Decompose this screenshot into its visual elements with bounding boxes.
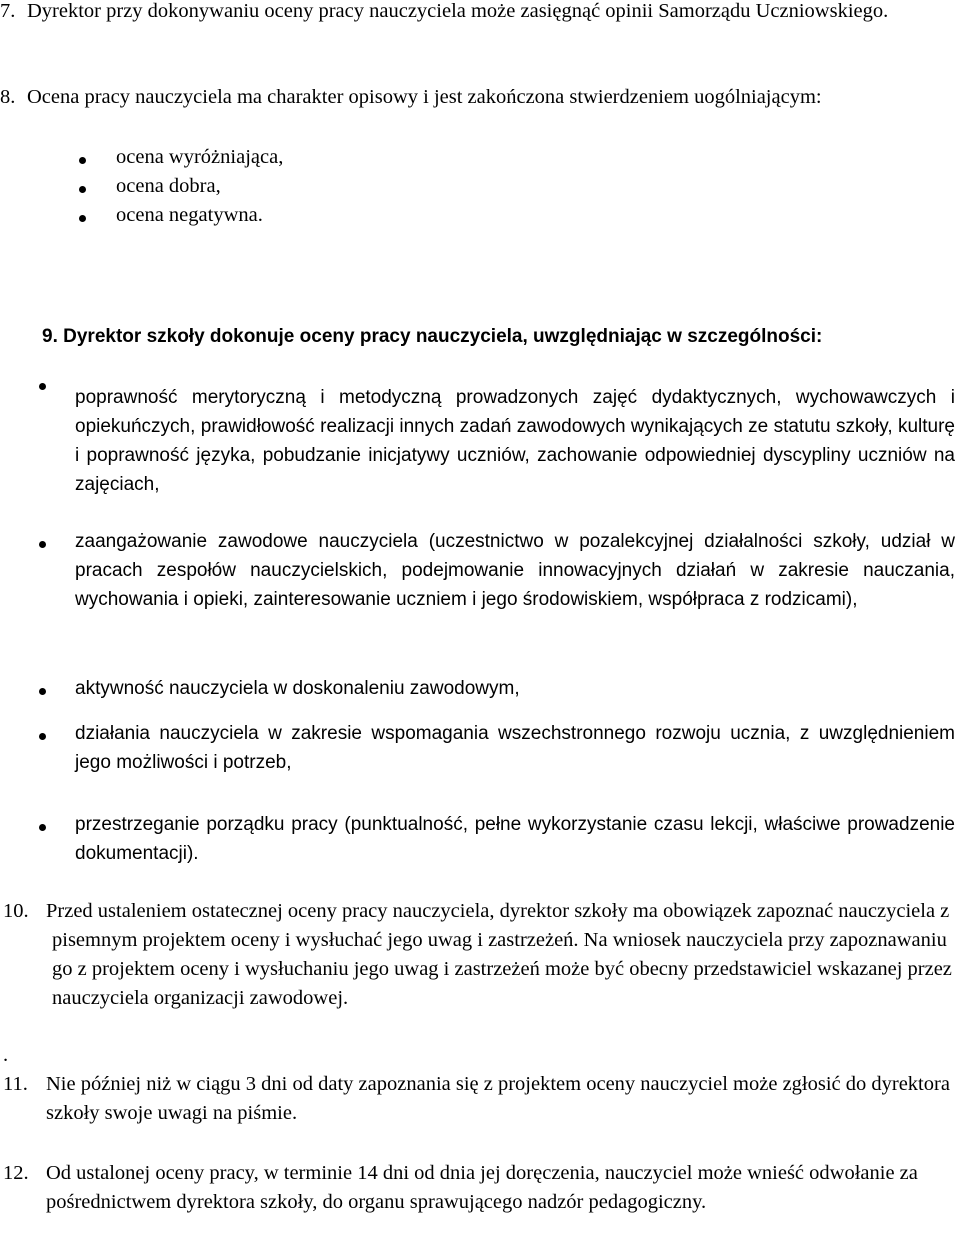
- item-9-heading: Dyrektor szkoły dokonuje oceny pracy nauczyciela, uwzględniając w szczególności:: [63, 326, 823, 347]
- item-9-number: 9.: [42, 326, 58, 347]
- item-12-text: Od ustalonej oceny pracy, w terminie 14 dni od dnia jej doręczenia, nauczyciel może wnieść odwołanie za pośrednictwem dyrektora szkoły, do organu sprawującego nadzór pedagogiczny.: [46, 1162, 918, 1213]
- item-9-bullet-1: poprawność merytoryczną i metodyczną prowadzonych zajęć dydaktycznych, wychowawczych i opiekuńczych, prawidłowość realizacji innych zadań zawodowych wynikających ze statutu szkoły, kulturę i poprawność języka, pobudzanie inicjatywy uczniów, zachowanie odpowiedniej dyscypliny uczniów na zajęciach,: [75, 387, 955, 495]
- item-12-number: 12.: [3, 1162, 29, 1184]
- item-10-number: 10.: [3, 900, 29, 922]
- bullet-icon: [79, 157, 86, 164]
- item-7: [0, 0, 945, 26]
- bullet-icon: [79, 215, 86, 222]
- bullet-icon: [39, 541, 46, 548]
- bullet-icon: [39, 688, 46, 695]
- bullet-icon: [39, 824, 46, 831]
- item-11-text: Nie później niż w ciągu 3 dni od daty zapoznania się z projektem oceny nauczyciel może zgłosić do dyrektora szkoły swoje uwagi na piśmie.: [46, 1073, 950, 1124]
- item-9-bullet-5: przestrzeganie porządku pracy (punktualność, pełne wykorzystanie czasu lekcji, właściwe prowadzenie dokumentacji).: [75, 814, 955, 864]
- item-9-heading-block: [42, 322, 957, 351]
- bullet-icon: [39, 383, 46, 390]
- item-8: [0, 83, 860, 112]
- item-10-text: Przed ustaleniem ostatecznej oceny pracy nauczyciela, dyrektor szkoły ma obowiązek zapoznać nauczyciela z pisemnym projektem oceny i wysłuchać jego uwag i zastrzeżeń. Na wniosek nauczyciela przy zapoznawaniu go z projektem oceny i wysłuchaniu jego uwag i zastrzeżeń może być obecny przedstawiciel wskazanej przez nauczyciela organizacji zawodowej.: [46, 900, 952, 1009]
- bullet-icon: [79, 186, 86, 193]
- item-7-number: 7.: [0, 0, 16, 22]
- item-11-number: 11.: [3, 1073, 28, 1095]
- item-8-text: Ocena pracy nauczyciela ma charakter opisowy i jest zakończona stwierdzeniem uogólniającym:: [27, 86, 822, 108]
- bullet-icon: [39, 733, 46, 740]
- item-8-bullet-3: ocena negatywna.: [116, 204, 263, 226]
- item-7-text: Dyrektor przy dokonywaniu oceny pracy nauczyciela może zasięgnąć opinii Samorządu Uczniowskiego.: [27, 0, 889, 22]
- item-10-block: [46, 897, 956, 1013]
- item-8-bullet-2: ocena dobra,: [116, 175, 221, 197]
- item-9-bullet-3: aktywność nauczyciela w doskonaleniu zawodowym,: [75, 678, 520, 699]
- item-8-number: 8.: [0, 86, 16, 108]
- item-9-bullet-2: zaangażowanie zawodowe nauczyciela (uczestnictwo w pozalekcyjnej działalności szkoły, udział w pracach zespołów nauczycielskich, podejmowanie innowacyjnych działań w zakresie nauczania, wychowania i opieki, zainteresowanie uczniem i jego środowiskiem, współpraca z rodzicami),: [75, 531, 955, 610]
- separator-dot: .: [3, 1044, 9, 1066]
- item-8-bullet-1: ocena wyróżniająca,: [116, 146, 284, 168]
- item-9-bullet-4: działania nauczyciela w zakresie wspomagania wszechstronnego rozwoju ucznia, z uwzględnieniem jego możliwości i potrzeb,: [75, 723, 955, 773]
